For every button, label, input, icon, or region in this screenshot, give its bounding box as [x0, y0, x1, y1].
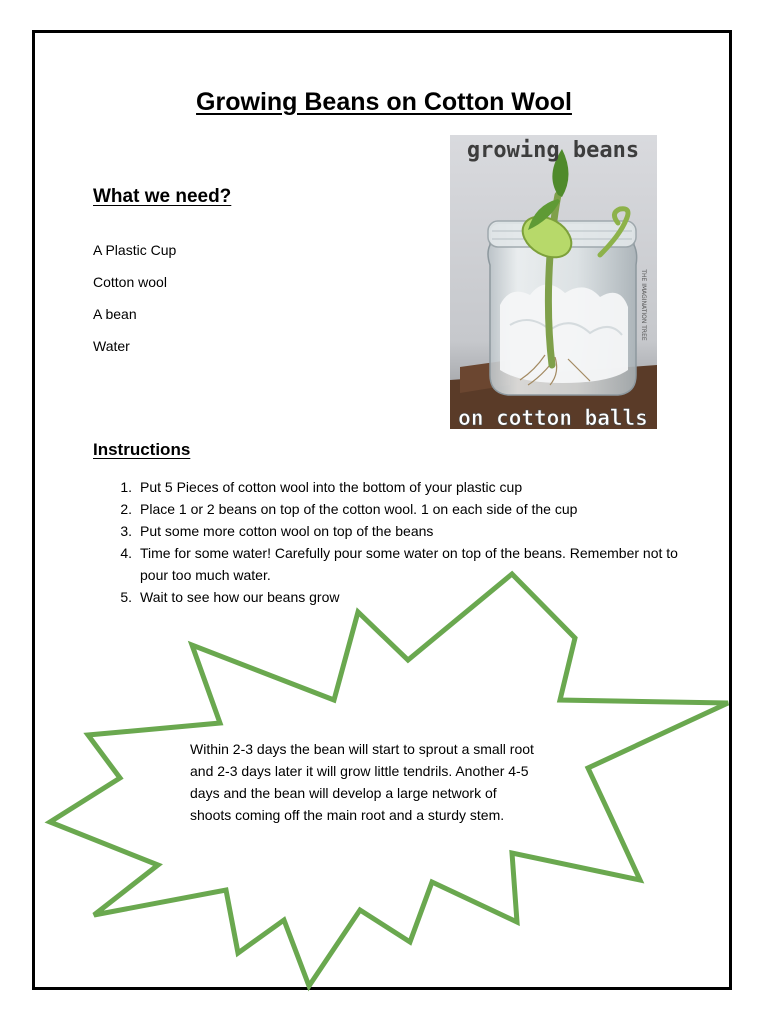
step-text: Put 5 Pieces of cotton wool into the bottom of your plastic cup	[140, 479, 523, 495]
step-number: 5.	[120, 589, 132, 605]
list-item: A Plastic Cup	[93, 242, 177, 258]
step-number: 1.	[120, 479, 132, 495]
photo-caption-bottom: on cotton balls	[458, 406, 648, 429]
photo-watermark: THE IMAGINATION TREE	[640, 269, 647, 341]
growth-note: Within 2-3 days the bean will start to sprout a small root and 2-3 days later it will grow little tendrils. Another 4-5 days and the bean will develop a large network of shoots coming off the main root and a sturdy stem.	[190, 741, 534, 823]
list-item: Water	[93, 338, 130, 354]
list-item: A bean	[93, 306, 137, 322]
step-text: Place 1 or 2 beans on top of the cotton wool. 1 on each side of the cup	[140, 501, 578, 517]
photo-caption-top: growing beans	[466, 138, 640, 163]
list-item: Cotton wool	[93, 274, 167, 290]
step-number: 3.	[120, 523, 132, 539]
step-number: 2.	[120, 501, 132, 517]
step-text: Put some more cotton wool on top of the beans	[140, 523, 434, 539]
step-number: 4.	[120, 545, 132, 561]
step-text: Wait to see how our beans grow	[140, 589, 340, 605]
step-text: Time for some water! Carefully pour some water on top of the beans. Remember not to pour too much water.	[140, 545, 678, 583]
needs-heading: What we need?	[93, 186, 232, 207]
instructions-heading: Instructions	[93, 440, 191, 459]
page-title: Growing Beans on Cotton Wool	[196, 88, 572, 116]
